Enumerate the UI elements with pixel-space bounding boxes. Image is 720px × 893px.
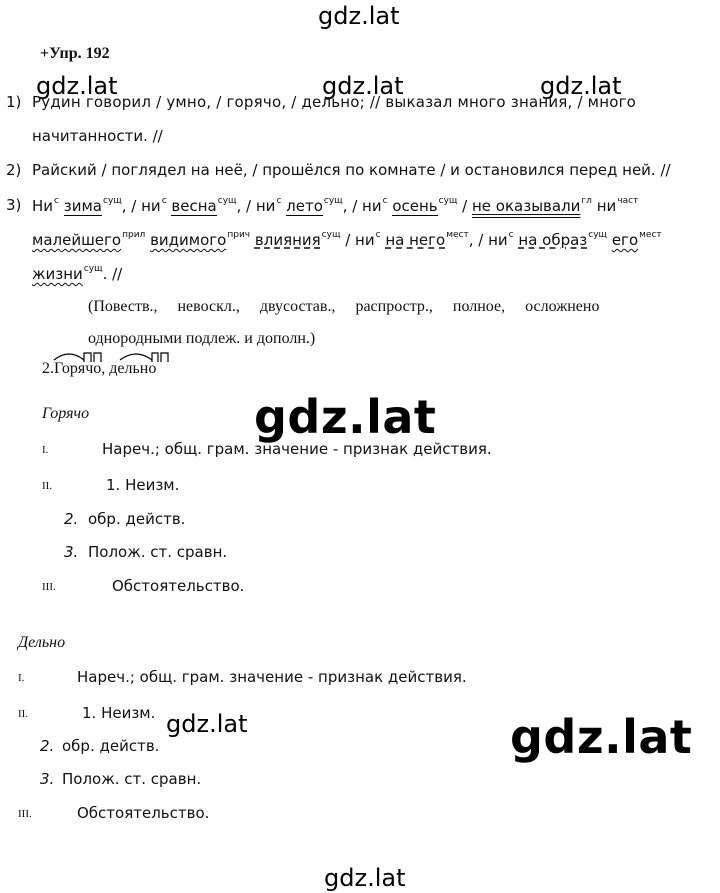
word-vidimogo: видимого	[150, 231, 227, 249]
word-maleyshego: малейшего	[32, 231, 122, 249]
delno-item-3: обр. действ.	[62, 737, 160, 755]
word-ne-okazyvali: не оказывали	[472, 197, 581, 215]
word-vliyaniya: влияния	[254, 231, 321, 249]
suffix-mark-4	[161, 353, 168, 362]
sentence-2-number: 2)	[6, 161, 22, 179]
goryacho-item-4: Полож. ст. сравн.	[88, 543, 228, 561]
word-ni: Ни	[32, 197, 54, 215]
watermark-row1-center: gdz.lat	[322, 72, 404, 100]
delno-roman-1: I.	[18, 672, 25, 684]
watermark-bottom-small: gdz.lat	[166, 710, 248, 738]
goryacho-item-5: Обстоятельство.	[112, 577, 245, 595]
word-na-nego: на него	[385, 231, 446, 249]
word-na-obraz: на образ	[518, 231, 588, 249]
goryacho-roman-3: III.	[42, 581, 56, 593]
section-2-title: 2.Горячо, дельно	[42, 360, 157, 377]
sentence-3-line-3: жизни$^{сущ}$. //	[32, 264, 123, 283]
watermark-bottom-large: gdz.lat	[510, 710, 693, 764]
sentence-3-number: 3)	[6, 196, 22, 214]
word-ego: его	[611, 231, 639, 249]
delno-item-4: Полож. ст. сравн.	[62, 770, 202, 788]
goryacho-item-1: Нареч.; общ. грам. значение - признак действия.	[102, 440, 492, 458]
sentence-3-line-2: малейшего$^{прил}$ видимого$^{прич}$ влияния$^{сущ}$ / $ни^с$ на него$^{мест}$, / $ни^с$ на образ$^{сущ}$ его$^{мест}$	[32, 230, 662, 249]
delno-item-2: 1. Неизм.	[82, 704, 156, 722]
word-leto: лето	[286, 197, 323, 215]
sentence-2-text: Райский / поглядел на неё, / прошёлся по комнате / и остановился перед ней. //	[32, 161, 671, 179]
sentence-1-number: 1)	[6, 93, 22, 111]
word-osen: осень	[392, 197, 438, 215]
watermark-mid-large: gdz.lat	[254, 390, 437, 444]
goryacho-num-2: 2.	[64, 510, 79, 528]
sentence-3-line-1: $Ни^с$ зима$^{сущ}$, / $ни^с$ весна$^{сущ}$, / $ни^с$ лето$^{сущ}$, / $ни^с$ осень$^{сущ}$ / не оказывали$^{гл}$ $ни^{част}$	[32, 196, 639, 215]
delno-num-2: 2.	[40, 737, 55, 755]
characteristic-line-2: однородными подлеж. и дополн.)	[88, 330, 316, 347]
goryacho-roman-1: I.	[42, 444, 49, 456]
delno-roman-2: II.	[18, 708, 29, 720]
sentence-1-text: Рудин говорил / умно, / горячо, / дельно; // выказал много знания, / много	[32, 93, 637, 111]
goryacho-item-2: 1. Неизм.	[106, 476, 180, 494]
watermark-top: gdz.lat	[318, 2, 400, 30]
word-vesna: весна	[171, 197, 217, 215]
goryacho-item-3: обр. действ.	[88, 510, 186, 528]
watermark-row1-left: gdz.lat	[36, 72, 118, 100]
watermark-row1-right: gdz.lat	[540, 72, 622, 100]
word-zima: зима	[63, 197, 102, 215]
goryacho-roman-2: II.	[42, 480, 53, 492]
watermark-footer: gdz.lat	[324, 864, 406, 892]
delno-heading: Дельно	[18, 634, 66, 651]
delno-item-1: Нареч.; общ. грам. значение - признак действия.	[77, 668, 467, 686]
delno-roman-3: III.	[18, 808, 32, 820]
sentence-1-continuation: начитанности. //	[32, 127, 163, 145]
delno-item-5: Обстоятельство.	[77, 804, 210, 822]
goryacho-heading: Горячо	[42, 405, 90, 422]
characteristic-line-1: (Повеств., невоскл., двусостав., распростр., полное, осложнено	[88, 298, 600, 315]
delno-num-3: 3.	[40, 770, 55, 788]
goryacho-num-3: 3.	[64, 543, 79, 561]
exercise-title: +Упр. 192	[40, 45, 110, 62]
word-zhizni: жизни	[32, 265, 83, 283]
